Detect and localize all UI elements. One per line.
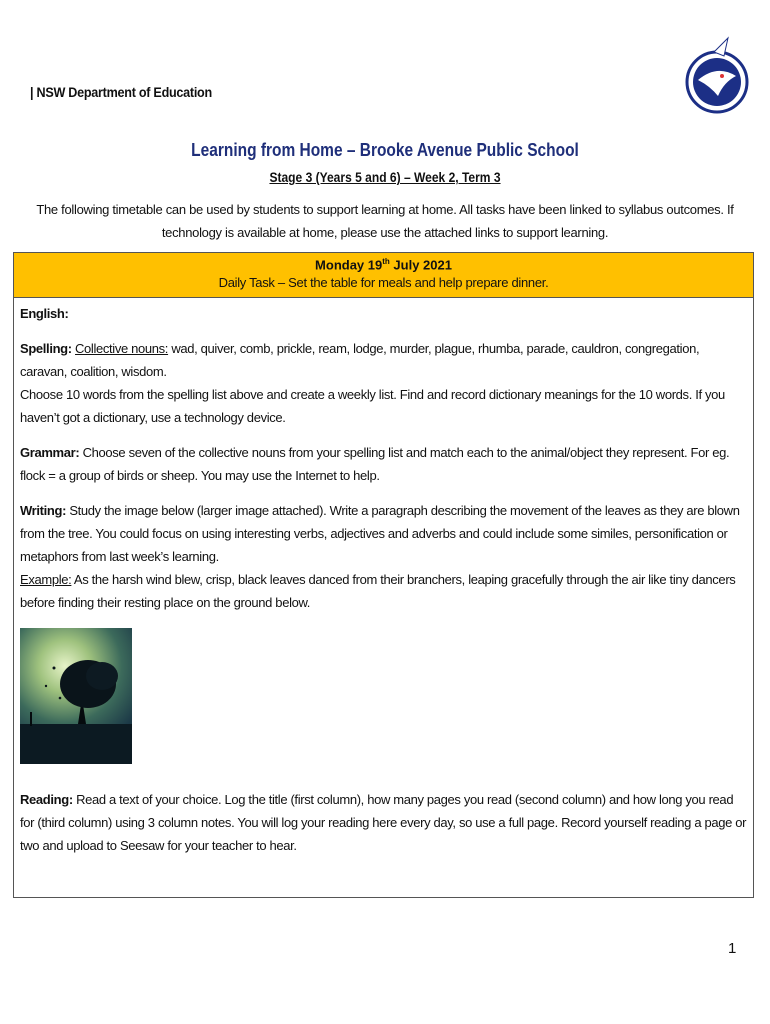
department-header: | NSW Department of Education <box>30 84 212 100</box>
spelling-paragraph <box>20 337 747 383</box>
english-section <box>14 298 753 857</box>
grammar-paragraph <box>20 441 747 487</box>
day-header <box>14 253 753 298</box>
daily-task: Daily Task – Set the table for meals and help prepare dinner. <box>218 275 549 291</box>
writing-paragraph <box>20 499 747 568</box>
day-month-year: July 2021 <box>389 257 452 273</box>
reading-text: Read a text of your choice. Log the title (first column), how many pages you read (second column) and how long you read for (third column) using 3 column notes. You will log your reading here every day, so use a full page. Record yourself reading a page or two and upload to Seesaw for your teacher to hear. <box>20 792 747 853</box>
example-text: As the harsh wind blew, crisp, black leaves danced from their branchers, leaping gracefully through the air like tiny dancers before finding their resting place on the ground below. <box>20 572 736 610</box>
example-paragraph <box>20 568 747 614</box>
day-weekday: Monday 19 <box>315 257 383 273</box>
spelling-words: wad, quiver, comb, prickle, ream, lodge, murder, plague, rhumba, parade, cauldron, congregation, caravan, coalition, wisdom. <box>20 341 700 379</box>
day-title <box>14 253 753 272</box>
spelling-label: Spelling: <box>20 341 72 356</box>
spelling-task: Choose 10 words from the spelling list above and create a weekly list. Find and record dictionary meanings for the 10 words. If you haven’t got a dictionary, use a technology device. <box>20 387 725 425</box>
reading-label: Reading: <box>20 792 73 807</box>
day-ordinal: th <box>382 257 390 266</box>
writing-text: Study the image below (larger image attached). Write a paragraph describing the movement of the leaves as they are blown from the tree. You could focus on using interesting verbs, adjectives and adverbs and could include some similes, personification or metaphors from last week’s learning. <box>20 503 740 564</box>
title-block <box>0 140 770 185</box>
english-heading: English: <box>20 306 69 321</box>
timetable <box>13 252 754 898</box>
grammar-label: Grammar: <box>20 445 80 460</box>
page-title: Learning from Home – Brooke Avenue Public School <box>191 140 579 160</box>
page-subtitle: Stage 3 (Years 5 and 6) – Week 2, Term 3 <box>269 169 501 185</box>
tree-image <box>20 628 132 764</box>
grammar-text: Choose seven of the collective nouns from your spelling list and match each to the animal/object they represent. For eg. flock = a group of birds or sheep. You may use the Internet to help. <box>20 445 730 483</box>
writing-label: Writing: <box>20 503 67 518</box>
school-logo <box>684 30 750 130</box>
page-number: 1 <box>728 940 737 957</box>
reading-paragraph <box>20 788 747 857</box>
example-label: Example: <box>20 572 72 587</box>
intro-paragraph: The following timetable can be used by students to support learning at home. All tasks have been linked to syllabus outcomes. If technology is available at home, please use the attached links to support learning. <box>36 202 734 240</box>
spelling-sub-label: Collective nouns: <box>75 341 169 356</box>
